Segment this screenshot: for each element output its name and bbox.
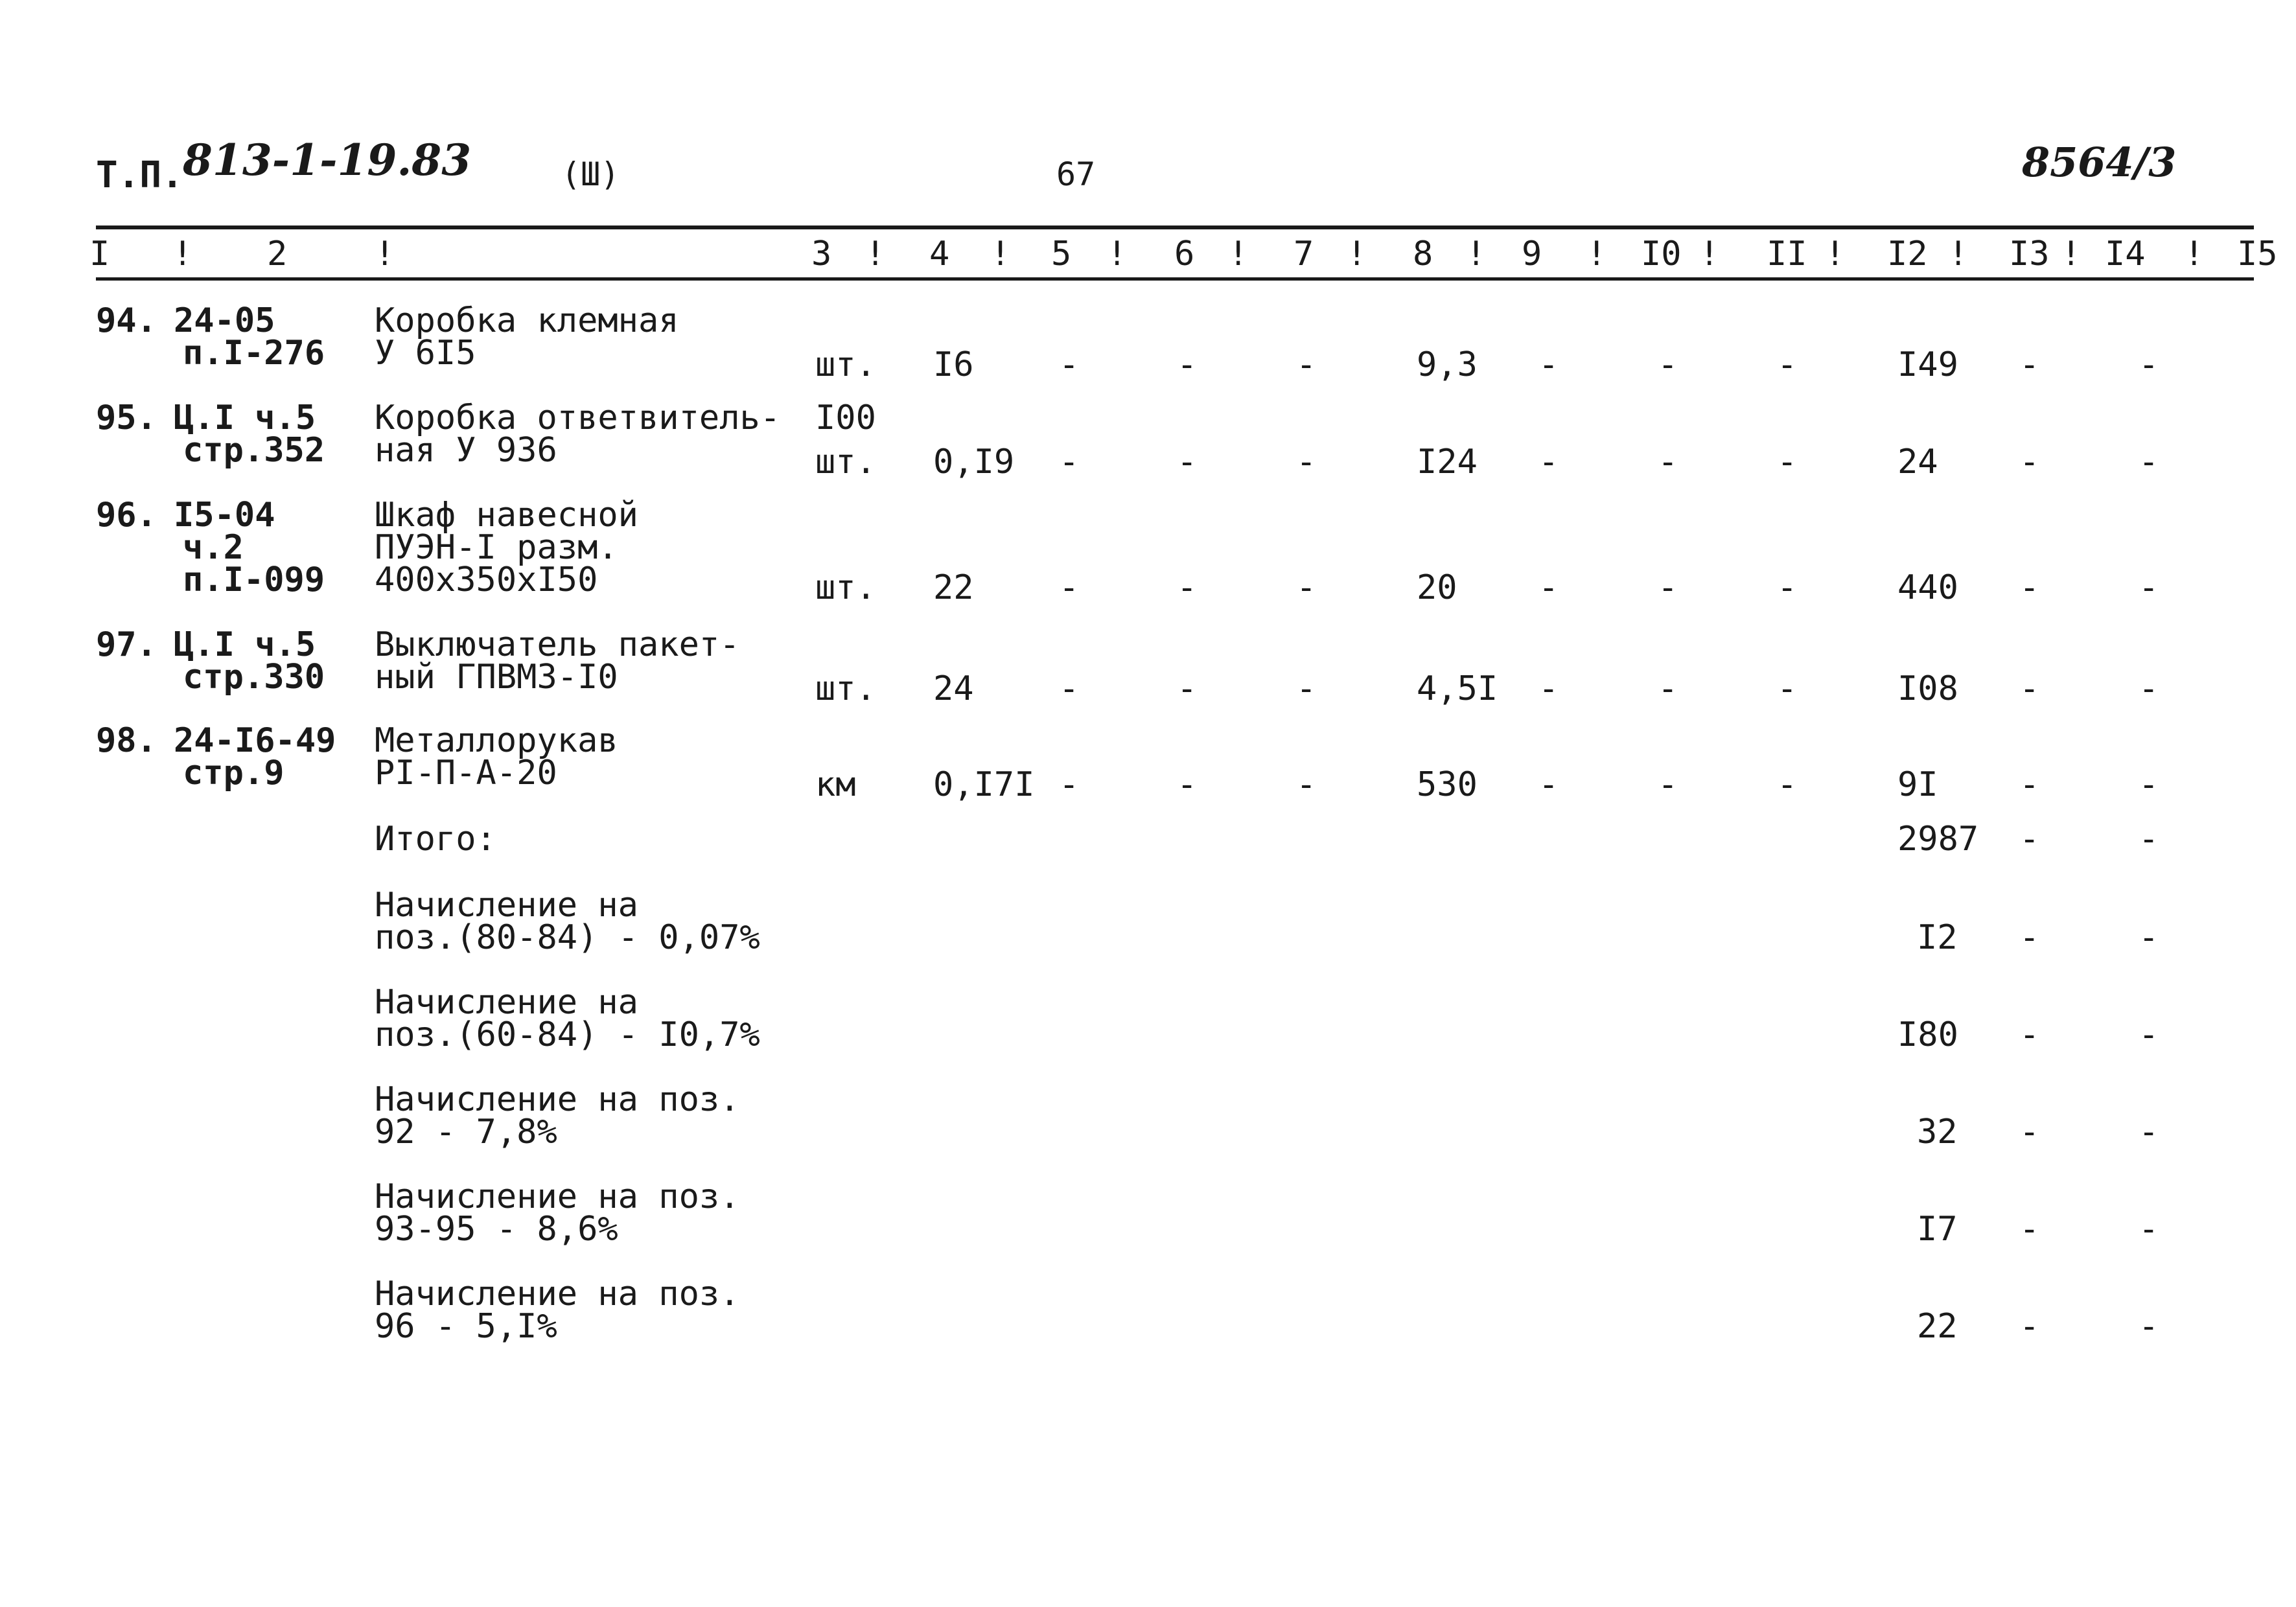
row-cell-c15: - <box>2139 345 2159 384</box>
row-position-number: 95. <box>96 399 157 437</box>
column-separator: ! <box>1228 235 1249 273</box>
row-cell-c10: - <box>1538 765 1559 804</box>
row-item-name: Коробка ответвитель- ная У 936 <box>375 399 781 470</box>
column-separator: ! <box>1948 235 1969 273</box>
row-cell-c6: - <box>1059 443 1080 481</box>
column-header-6: 6 <box>1174 235 1195 273</box>
column-separator: ! <box>865 235 886 273</box>
column-header-7: 7 <box>1293 235 1314 273</box>
doc-prefix: Т.П. <box>96 154 183 196</box>
row-cell-c5: 22 <box>933 568 974 607</box>
table-header-rule <box>96 277 2254 281</box>
row-cell-c6: - <box>1059 568 1080 607</box>
row-item-name: Металлорукав РI-П-А-20 <box>375 721 618 792</box>
total-row-amount: 22 <box>1917 1307 1958 1346</box>
project-number: 813-1-19.83 <box>183 135 472 185</box>
column-separator: ! <box>172 235 193 273</box>
row-cell-c5: 24 <box>933 669 974 708</box>
column-header-5: 5 <box>1051 235 1072 273</box>
row-cell-c8: - <box>1296 765 1317 804</box>
row-cell-c13: 440 <box>1897 568 1958 607</box>
row-unit: шт. <box>815 345 876 384</box>
column-header-2: 2 <box>267 235 288 273</box>
row-unit: шт. <box>815 568 876 607</box>
row-unit: шт. <box>815 443 876 481</box>
column-header-II: II <box>1767 235 1807 273</box>
total-row-amount: I80 <box>1897 1015 1958 1054</box>
total-row-amount: 2987 <box>1897 820 1979 859</box>
row-position-number: 94. <box>96 301 157 340</box>
row-cell-c14: - <box>2019 345 2040 384</box>
total-row-cell-c15: - <box>2139 1307 2159 1346</box>
row-cell-c5: I6 <box>933 345 974 384</box>
row-reference-code: Ц.I ч.5 <box>174 625 316 664</box>
row-cell-c11: - <box>1658 345 1678 384</box>
column-header-I0: I0 <box>1641 235 1682 273</box>
total-row-cell-c14: - <box>2019 1113 2040 1151</box>
total-row-cell-c15: - <box>2139 1113 2159 1151</box>
column-separator: ! <box>1825 235 1846 273</box>
total-row-cell-c14: - <box>2019 1307 2040 1346</box>
row-cell-c15: - <box>2139 568 2159 607</box>
total-row-amount: 32 <box>1917 1113 1958 1151</box>
row-item-name: Шкаф навесной ПУЭН-I разм. 400x350xI50 <box>375 496 638 599</box>
row-cell-c10: - <box>1538 568 1559 607</box>
total-row-cell-c15: - <box>2139 1015 2159 1054</box>
column-separator: ! <box>1107 235 1128 273</box>
total-row-label: Начисление на поз.(80-84) - 0,07% <box>375 886 760 957</box>
total-row-cell-c15: - <box>2139 1210 2159 1249</box>
page-number: 67 <box>1056 156 1096 193</box>
row-cell-c5: 0,I7I <box>933 765 1035 804</box>
row-item-name: Выключатель пакет- ный ГПВМ3-I0 <box>375 625 740 697</box>
row-cell-c9: 530 <box>1417 765 1478 804</box>
row-cell-c15: - <box>2139 443 2159 481</box>
row-cell-c8: - <box>1296 443 1317 481</box>
row-cell-c13: 9I <box>1897 765 1938 804</box>
row-cell-c13: I08 <box>1897 669 1958 708</box>
row-reference-code: 24-I6-49 <box>174 721 336 760</box>
section-number: (Ш) <box>561 156 620 193</box>
row-reference-code: Ц.I ч.5 <box>174 399 316 437</box>
column-separator: ! <box>375 235 395 273</box>
row-cell-c7: - <box>1177 443 1198 481</box>
column-header-4: 4 <box>929 235 950 273</box>
row-cell-c9: 4,5I <box>1417 669 1498 708</box>
row-unit: шт. <box>815 669 876 708</box>
total-row-cell-c14: - <box>2019 820 2040 859</box>
total-row-cell-c15: - <box>2139 820 2159 859</box>
column-header-I2: I2 <box>1887 235 1928 273</box>
row-cell-c11: - <box>1658 568 1678 607</box>
total-row-amount: I7 <box>1917 1210 1958 1249</box>
row-cell-c12: - <box>1777 669 1798 708</box>
row-cell-c7: - <box>1177 345 1198 384</box>
row-cell-c11: - <box>1658 443 1678 481</box>
row-cell-c15: - <box>2139 669 2159 708</box>
column-separator: ! <box>1466 235 1487 273</box>
row-cell-c9: 20 <box>1417 568 1457 607</box>
row-cell-c6: - <box>1059 765 1080 804</box>
row-cell-c10: - <box>1538 669 1559 708</box>
total-row-cell-c14: - <box>2019 1210 2040 1249</box>
row-reference-code: п.I-276 <box>183 334 325 373</box>
row-cell-c7: - <box>1177 765 1198 804</box>
row-cell-c5: 0,I9 <box>933 443 1015 481</box>
row-cell-c14: - <box>2019 443 2040 481</box>
row-cell-c14: - <box>2019 765 2040 804</box>
column-header-I3: I3 <box>2009 235 2050 273</box>
row-cell-c12: - <box>1777 345 1798 384</box>
row-cell-c14: - <box>2019 568 2040 607</box>
row-cell-c13: 24 <box>1897 443 1938 481</box>
column-separator: ! <box>2061 235 2081 273</box>
total-row-cell-c14: - <box>2019 1015 2040 1054</box>
row-unit: км <box>815 765 856 804</box>
column-header-8: 8 <box>1413 235 1433 273</box>
row-reference-code: п.I-099 <box>183 561 325 599</box>
row-cell-c10: - <box>1538 345 1559 384</box>
column-separator: ! <box>1586 235 1607 273</box>
total-row-cell-c14: - <box>2019 918 2040 957</box>
column-header-I5: I5 <box>2237 235 2278 273</box>
column-header-3: 3 <box>811 235 832 273</box>
row-position-number: 96. <box>96 496 157 535</box>
row-cell-c13: I49 <box>1897 345 1958 384</box>
row-reference-code: ч.2 <box>183 528 244 567</box>
row-position-number: 97. <box>96 625 157 664</box>
row-cell-c15: - <box>2139 765 2159 804</box>
row-cell-c12: - <box>1777 443 1798 481</box>
column-header-9: 9 <box>1522 235 1542 273</box>
row-reference-code: стр.330 <box>183 658 325 697</box>
row-cell-c9: 9,3 <box>1417 345 1478 384</box>
total-row-label: Начисление на поз. 92 - 7,8% <box>375 1080 740 1151</box>
total-row-label: Начисление на поз. 93-95 - 8,6% <box>375 1177 740 1249</box>
total-row-label: Итого: <box>375 820 496 859</box>
column-separator: ! <box>990 235 1011 273</box>
row-cell-c7: - <box>1177 669 1198 708</box>
sheet-code: 8564/3 <box>2022 139 2177 186</box>
row-cell-c6: - <box>1059 669 1080 708</box>
row-cell-c7: - <box>1177 568 1198 607</box>
row-cell-c14: - <box>2019 669 2040 708</box>
column-separator: ! <box>1699 235 1720 273</box>
row-position-number: 98. <box>96 721 157 760</box>
total-row-cell-c15: - <box>2139 918 2159 957</box>
row-reference-code: 24-05 <box>174 301 275 340</box>
column-header-I: I <box>89 235 110 273</box>
row-reference-code: стр.9 <box>183 754 284 792</box>
row-cell-c12: - <box>1777 765 1798 804</box>
row-reference-code: I5-04 <box>174 496 275 535</box>
row-cell-c10: - <box>1538 443 1559 481</box>
column-header-I4: I4 <box>2105 235 2146 273</box>
row-cell-c8: - <box>1296 669 1317 708</box>
row-item-name: Коробка клемная У 6I5 <box>375 301 679 373</box>
total-row-amount: I2 <box>1917 918 1958 957</box>
table-top-rule <box>96 225 2254 229</box>
row-cell-c11: - <box>1658 669 1678 708</box>
row-cell-c8: - <box>1296 345 1317 384</box>
total-row-label: Начисление на поз.(60-84) - I0,7% <box>375 983 760 1054</box>
row-cell-c9: I24 <box>1417 443 1478 481</box>
row-cell-c6: - <box>1059 345 1080 384</box>
row-reference-code: стр.352 <box>183 431 325 470</box>
row-cell-c8: - <box>1296 568 1317 607</box>
row-cell-c11: - <box>1658 765 1678 804</box>
row-cell-c12: - <box>1777 568 1798 607</box>
column-separator: ! <box>2184 235 2205 273</box>
total-row-label: Начисление на поз. 96 - 5,I% <box>375 1275 740 1346</box>
column-separator: ! <box>1347 235 1367 273</box>
row-unit-quantity: I00 <box>815 399 876 437</box>
